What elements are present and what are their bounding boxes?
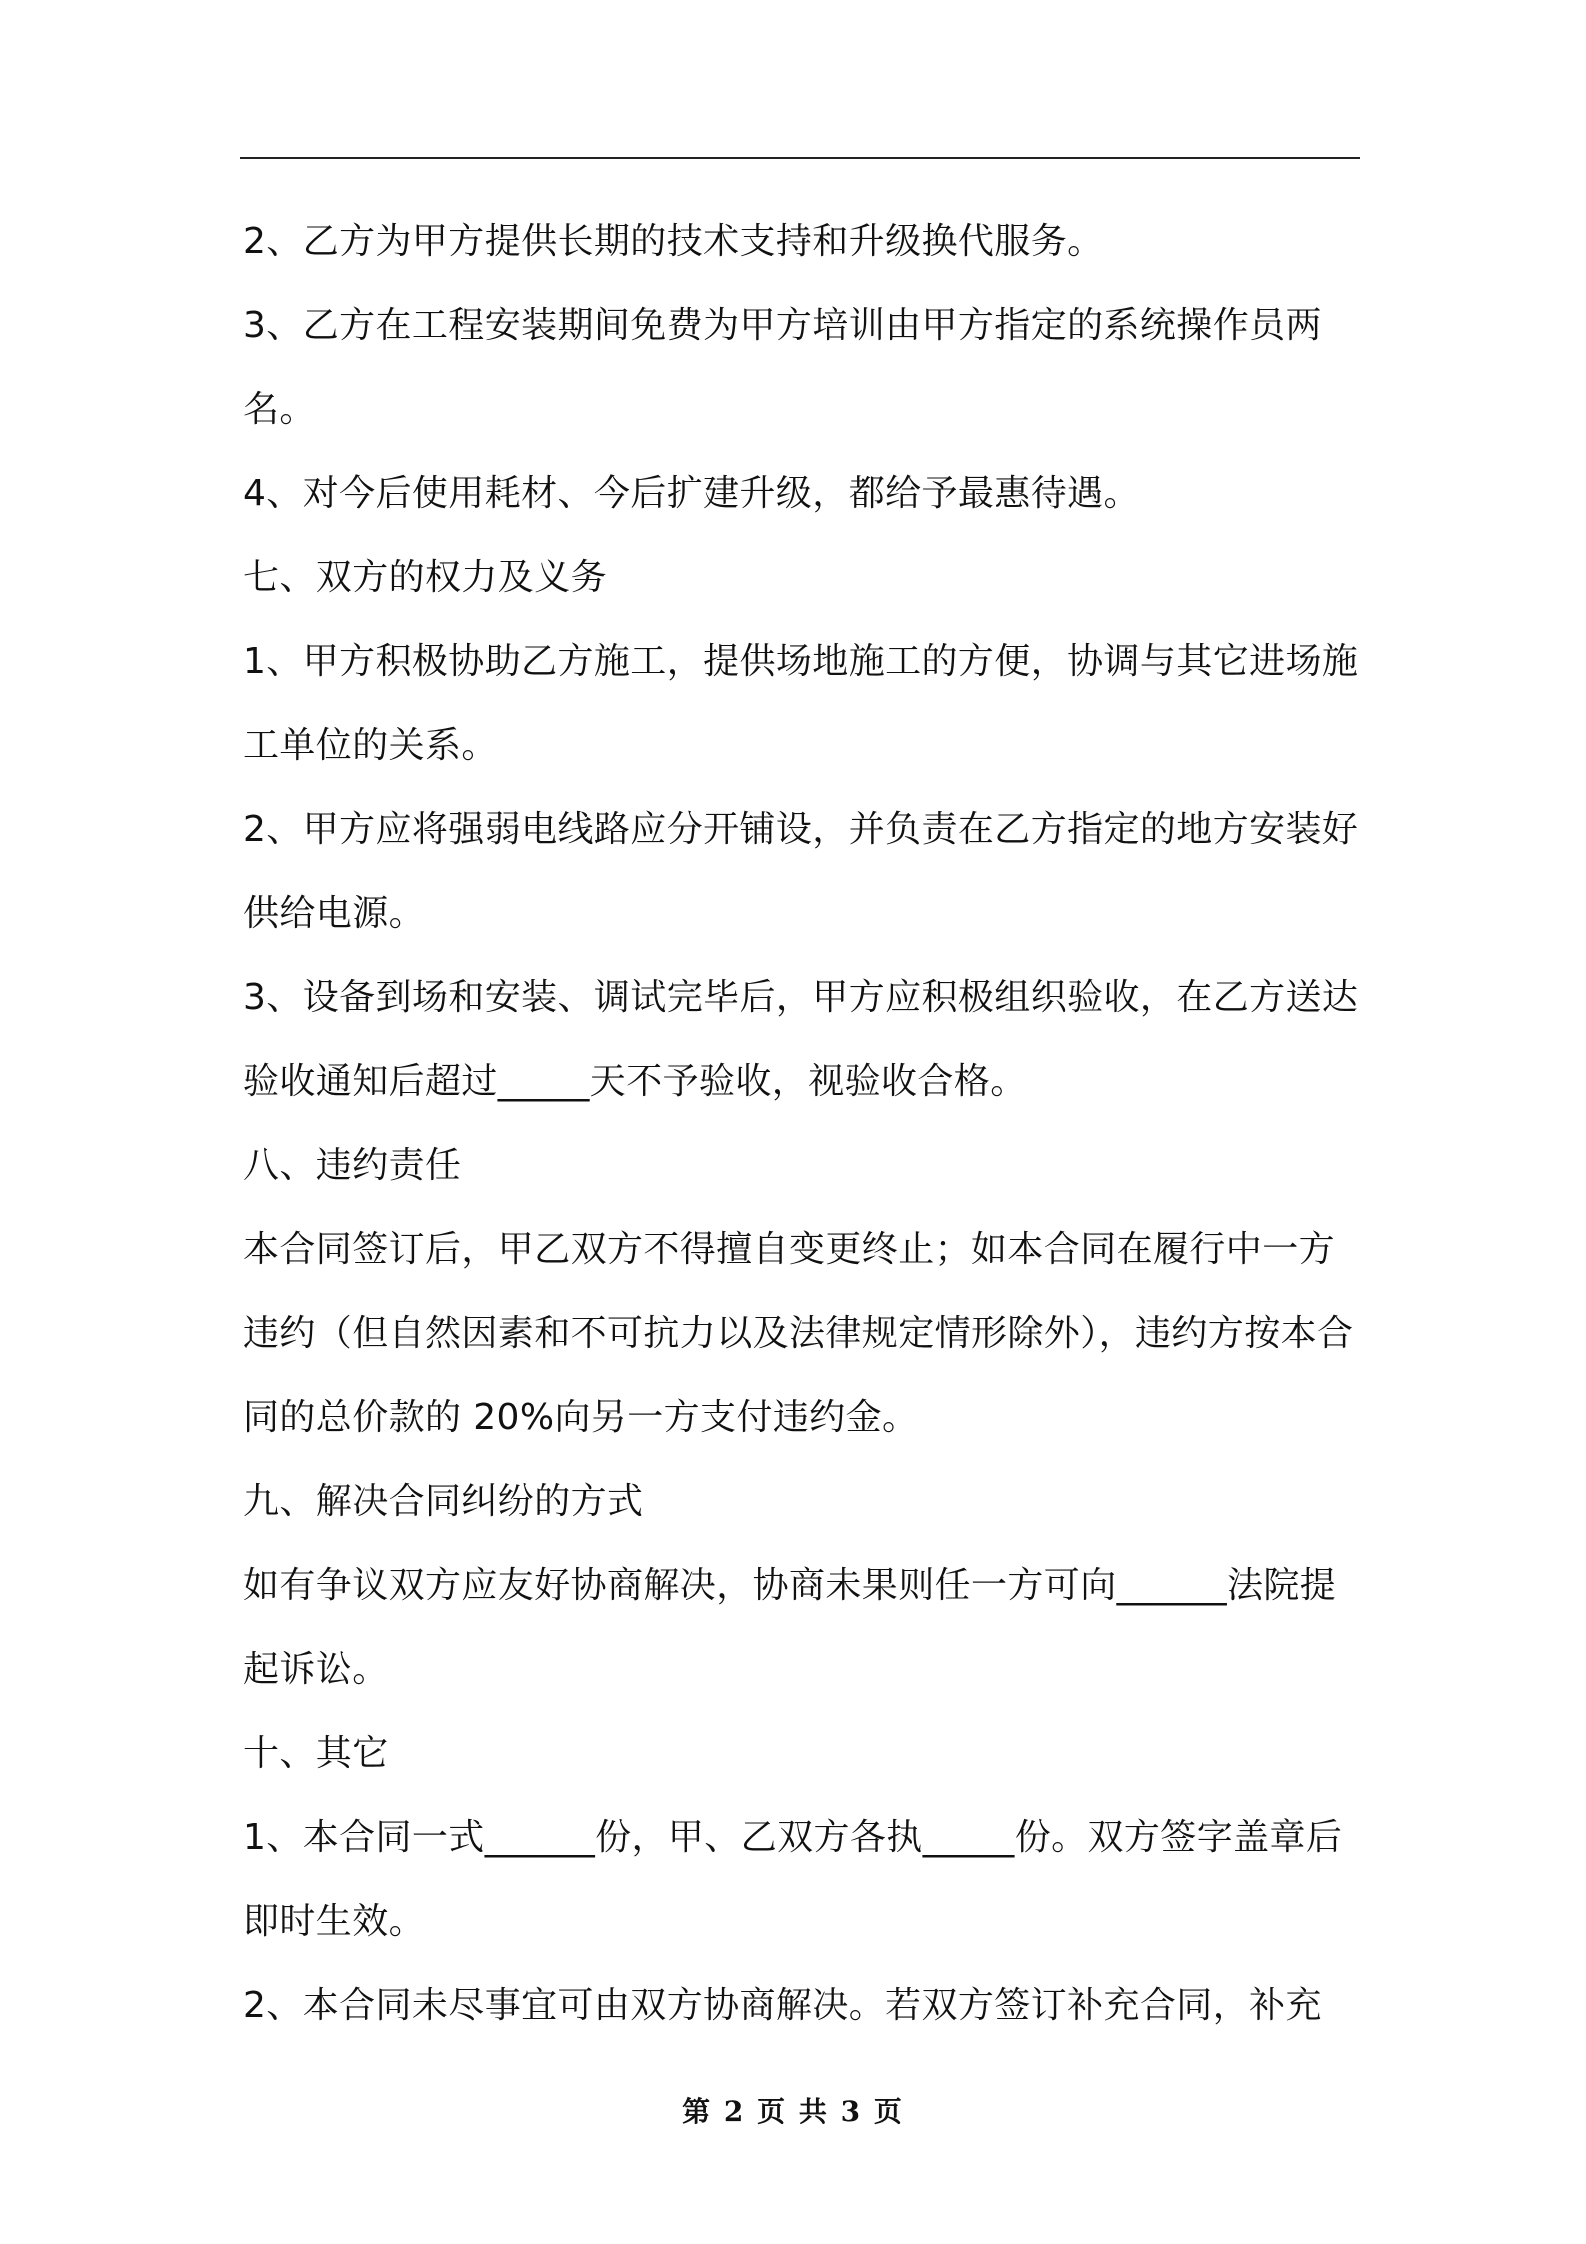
paragraph: 3、设备到场和安装、调试完毕后，甲方应积极组织验收，在乙方送达验收通知后超过_____天不予验收，视验收合格。: [243, 977, 1359, 1102]
section-heading: 七、双方的权力及义务: [243, 557, 608, 598]
section-heading: 九、解决合同纠纷的方式: [243, 1481, 644, 1522]
paragraph: 2、甲方应将强弱电线路应分开铺设，并负责在乙方指定的地方安装好供给电源。: [243, 809, 1359, 934]
paragraph: 1、本合同一式______份，甲、乙双方各执_____份。双方签字盖章后即时生效。: [243, 1817, 1343, 1942]
header-rule: [240, 157, 1360, 159]
section-heading: 十、其它: [243, 1733, 389, 1774]
page-number-footer: 第 2 页 共 3 页: [682, 2095, 904, 2128]
paragraph: 2、本合同未尽事宜可由双方协商解决。若双方签订补充合同，补充: [243, 1985, 1322, 2026]
document-body: [243, 200, 1360, 2048]
paragraph: 1、甲方积极协助乙方施工，提供场地施工的方便，协调与其它进场施工单位的关系。: [243, 641, 1359, 766]
paragraph: 本合同签订后，甲乙双方不得擅自变更终止；如本合同在履行中一方违约（但自然因素和不可抗力以及法律规定情形除外），违约方按本合同的总价款的 20%向另一方支付违约金。: [243, 1229, 1354, 1438]
paragraph: 2、乙方为甲方提供长期的技术支持和升级换代服务。: [243, 221, 1104, 262]
paragraph: 如有争议双方应友好协商解决，协商未果则任一方可向______法院提起诉讼。: [243, 1565, 1337, 1690]
paragraph: 3、乙方在工程安装期间免费为甲方培训由甲方指定的系统操作员两名。: [243, 305, 1322, 430]
paragraph: 4、对今后使用耗材、今后扩建升级，都给予最惠待遇。: [243, 473, 1140, 514]
section-heading: 八、违约责任: [243, 1145, 462, 1186]
